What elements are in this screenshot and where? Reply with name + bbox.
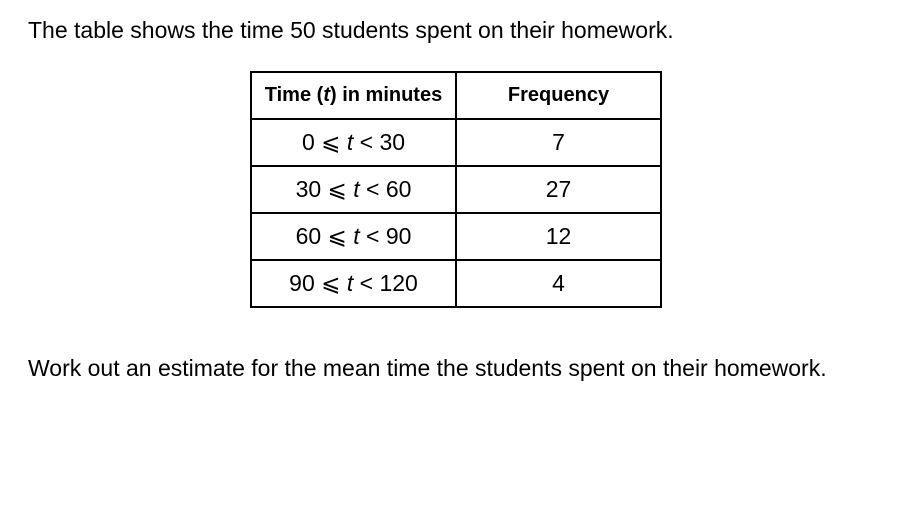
frequency-cell: 12	[456, 213, 661, 260]
interval-variable: t	[353, 223, 360, 249]
interval-op-lt: <	[353, 129, 380, 155]
table-row	[251, 166, 661, 213]
interval-upper: 120	[379, 270, 418, 296]
frequency-column-header: Frequency	[456, 72, 661, 119]
interval-upper: 30	[379, 129, 406, 155]
interval-variable: t	[346, 270, 354, 296]
table-row	[251, 213, 661, 260]
interval-op-leq: ⩽	[321, 223, 354, 249]
interval-op-lt: <	[359, 223, 386, 249]
frequency-table	[250, 71, 662, 308]
interval-op-lt: <	[359, 176, 386, 202]
table-row	[251, 260, 661, 307]
time-interval-cell	[251, 119, 456, 166]
interval-upper: 60	[385, 176, 412, 202]
interval-variable: t	[346, 129, 354, 155]
interval-lower: 0	[301, 129, 315, 155]
interval-op-leq: ⩽	[321, 176, 354, 202]
time-header-suffix: ) in minutes	[329, 84, 443, 106]
interval-lower: 30	[295, 176, 322, 202]
time-column-header	[251, 72, 456, 119]
interval-upper: 90	[385, 223, 412, 249]
question-text: Work out an estimate for the mean time the students spent on their homework.	[28, 355, 827, 381]
table-header-row	[251, 72, 661, 119]
intro-text: The table shows the time 50 students spent on their homework.	[28, 17, 674, 43]
frequency-cell: 27	[456, 166, 661, 213]
time-interval-cell	[251, 166, 456, 213]
interval-lower: 60	[295, 223, 322, 249]
interval-lower: 90	[289, 270, 315, 296]
frequency-cell: 7	[456, 119, 661, 166]
time-header-prefix: Time (	[264, 84, 324, 106]
interval-op-leq: ⩽	[314, 129, 347, 155]
time-header-variable: t	[323, 84, 330, 106]
table-row	[251, 119, 661, 166]
interval-op-lt: <	[353, 270, 380, 296]
frequency-cell: 4	[456, 260, 661, 307]
time-interval-cell	[251, 260, 456, 307]
interval-op-leq: ⩽	[314, 270, 347, 296]
time-interval-cell	[251, 213, 456, 260]
interval-variable: t	[353, 176, 360, 202]
